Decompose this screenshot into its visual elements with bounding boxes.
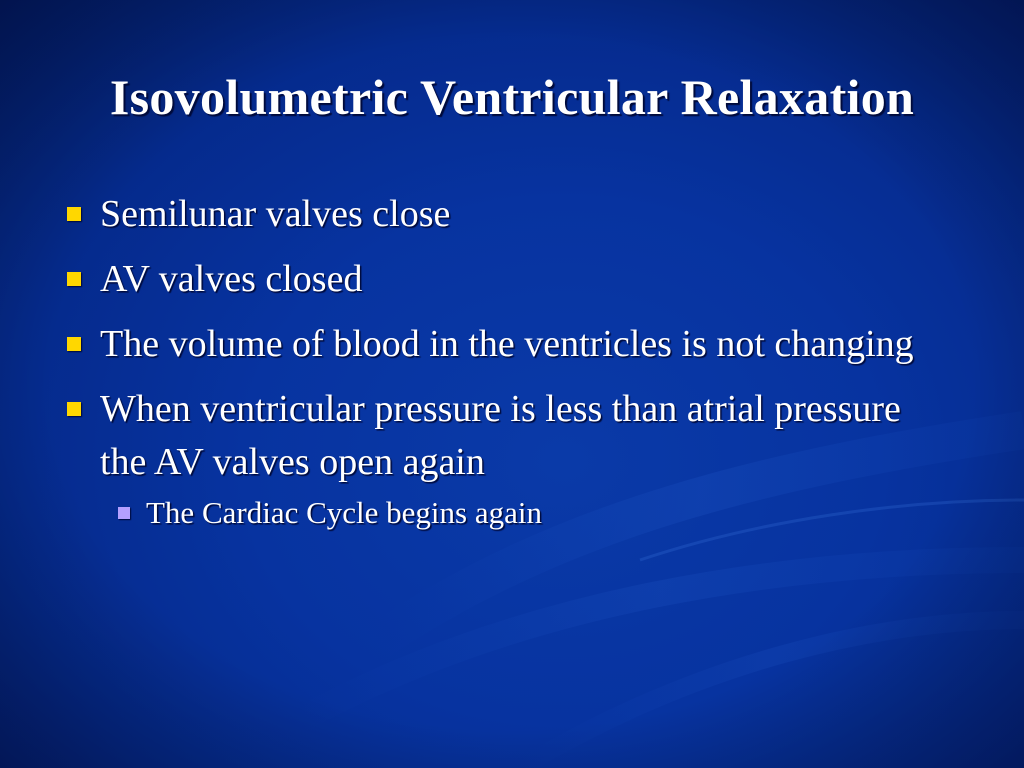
bullet-item xyxy=(64,383,924,535)
bullet-text: The volume of blood in the ventricles is not changing xyxy=(100,323,914,365)
bullet-item xyxy=(64,318,924,371)
square-bullet-icon xyxy=(67,207,81,221)
sub-bullet-list xyxy=(110,491,924,535)
bullet-list xyxy=(64,188,924,547)
sub-bullet-item xyxy=(110,491,924,535)
sub-bullet-text: The Cardiac Cycle begins again xyxy=(146,495,542,530)
bullet-item xyxy=(64,188,924,241)
square-bullet-icon xyxy=(67,272,81,286)
bullet-text: When ventricular pressure is less than atrial pressure the AV valves open again xyxy=(100,388,901,483)
slide-title: Isovolumetric Ventricular Relaxation xyxy=(109,69,915,125)
square-bullet-icon xyxy=(67,337,81,351)
bullet-text: AV valves closed xyxy=(100,258,363,300)
square-sub-bullet-icon xyxy=(118,507,130,519)
bullet-item xyxy=(64,253,924,306)
square-bullet-icon xyxy=(67,402,81,416)
bullet-text: Semilunar valves close xyxy=(100,193,451,235)
